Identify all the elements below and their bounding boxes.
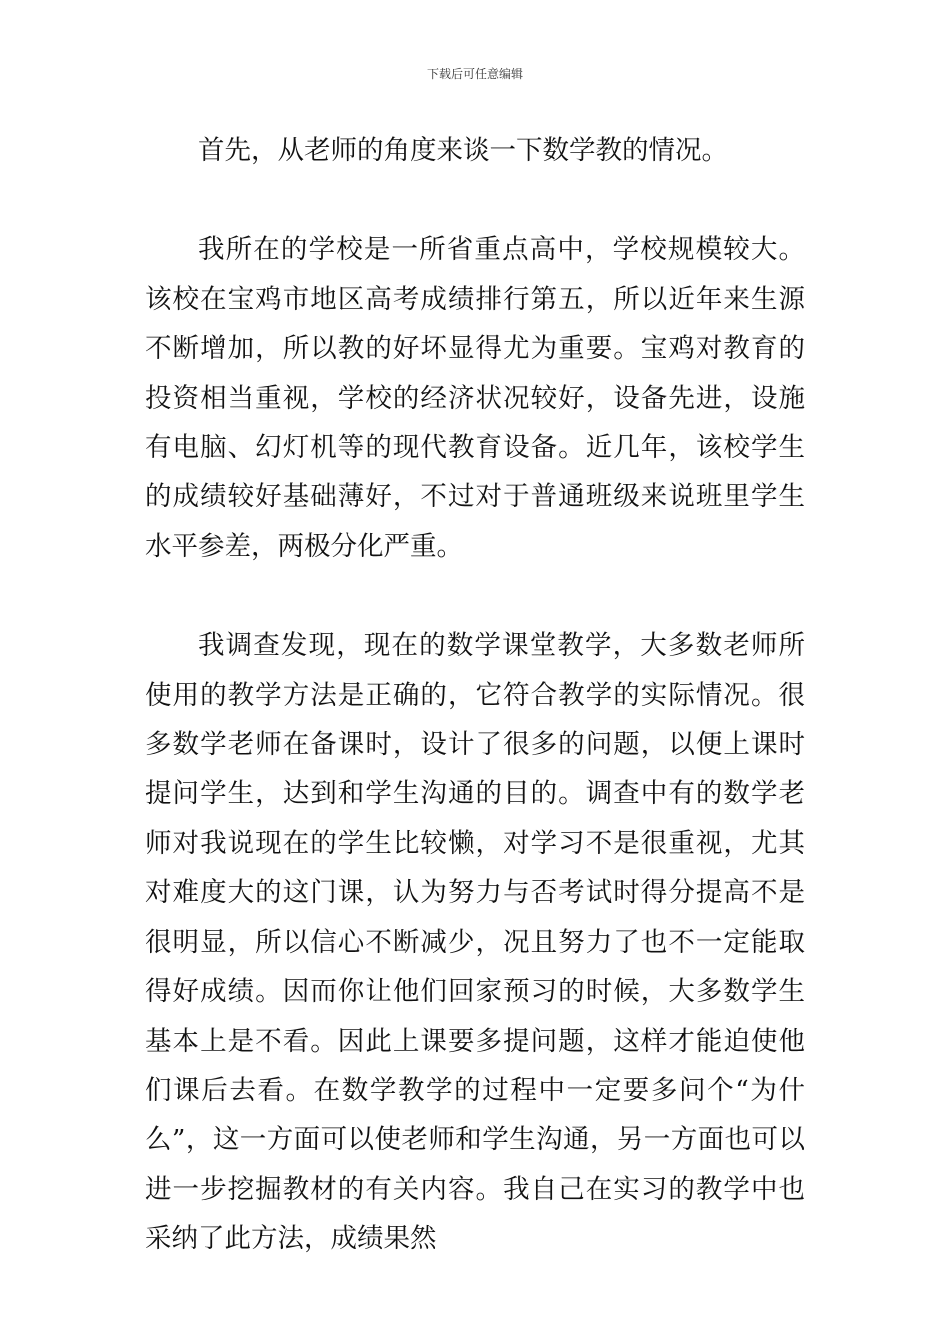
paragraph-intro: 首先，从老师的角度来谈一下数学教的情况。 bbox=[198, 135, 728, 166]
document-body bbox=[145, 126, 805, 1264]
header-note: 下载后可任意编辑 bbox=[426, 67, 523, 81]
paragraph-survey: 我调查发现，现在的数学课堂教学，大多数老师所使用的教学方法是正确的，它符合教学的实际情况。很多数学老师在备课时，设计了很多的问题，以便上课时提问学生，达到和学生沟通的目的。调查中有的数学老师对我说现在的学生比较懒，对学习不是很重视，尤其对难度大的这门课，认为努力与否考试时得分提高不是很明显，所以信心不断减少，况且努力了也不一定能取得好成绩。因而你让他们回家预习的时候，大多数学生基本上是不看。因此上课要多提问题，这样才能迫使他们课后去看。在数学教学的过程中一定要多问个“为什么”，这一方面可以使老师和学生沟通，另一方面也可以进一步挖掘教材的有关内容。我自己在实习的教学中也采纳了此方法，成绩果然 bbox=[145, 630, 805, 1255]
paragraph-school: 我所在的学校是一所省重点高中，学校规模较大。该校在宝鸡市地区高考成绩排行第五，所以近年来生源不断增加，所以教的好坏显得尤为重要。宝鸡对教育的投资相当重视，学校的经济状况较好，设备先进，设施有电脑、幻灯机等的现代教育设备。近几年，该校学生的成绩较好基础薄好，不过对于普通班级来说班里学生水平参差，两极分化严重。 bbox=[145, 234, 805, 562]
